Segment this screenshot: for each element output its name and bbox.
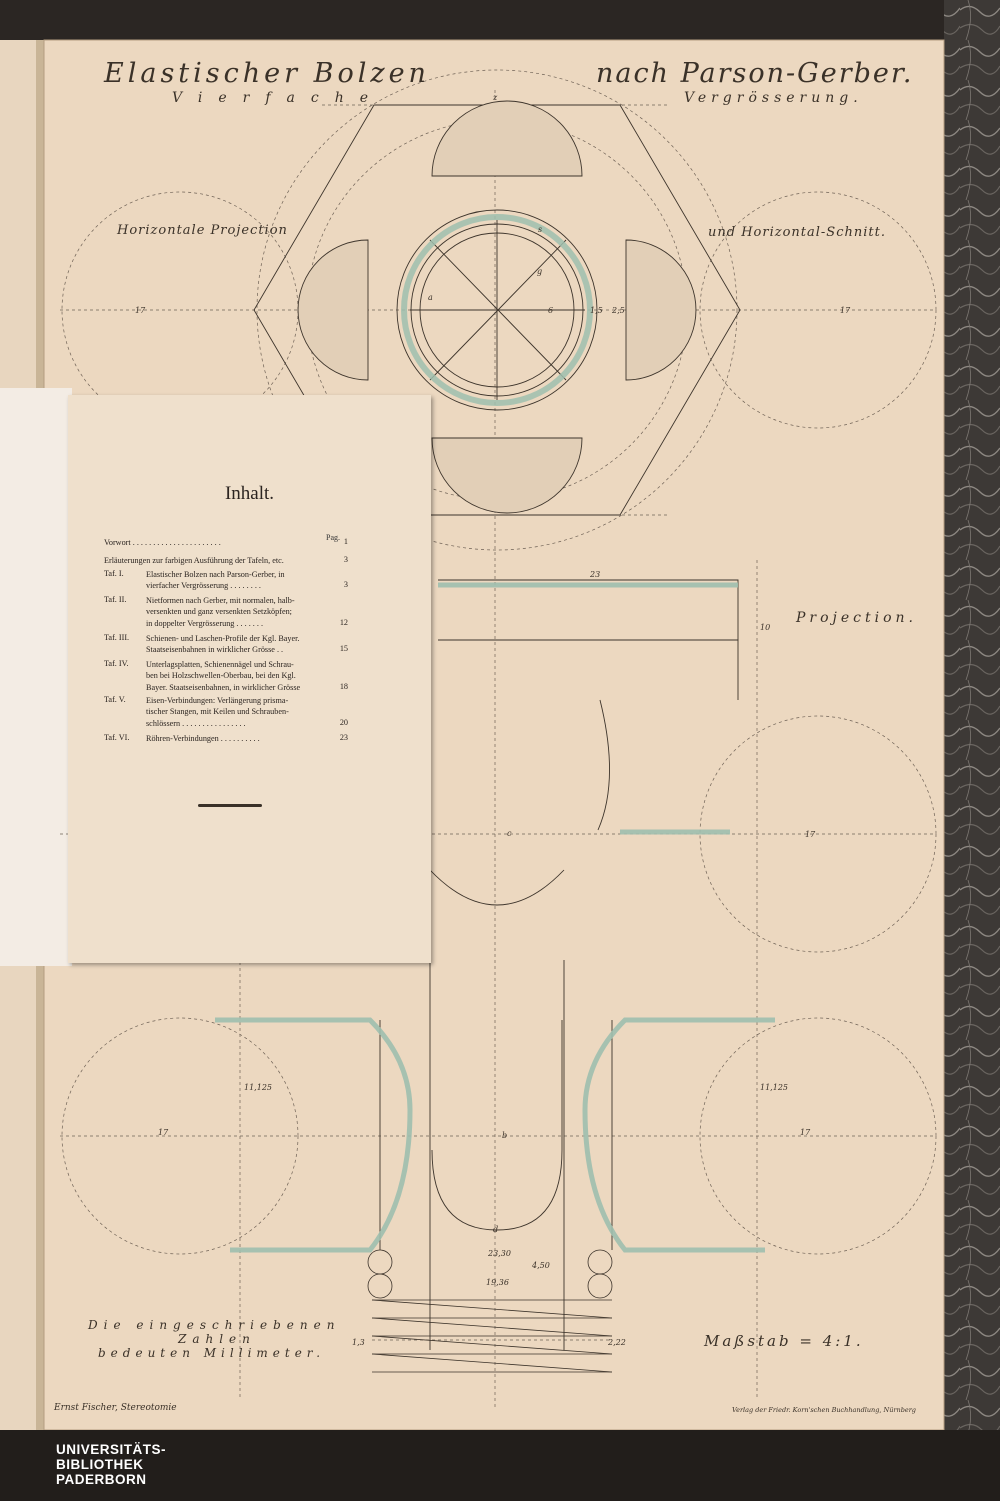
toc-entry-page: 3	[343, 580, 348, 590]
note-line-3: bedeuten Millimeter.	[98, 1346, 326, 1360]
scale-label: Maßstab = 4:1.	[704, 1332, 864, 1350]
dim-6: 6	[548, 306, 554, 315]
toc-entry-text: schlössern . . . . . . . . . . . . . . . .	[146, 718, 246, 728]
dim-17-mid: 17	[805, 830, 816, 839]
toc-entry-number: Taf. III.	[104, 633, 130, 642]
toc-entry-page: 1	[343, 537, 348, 546]
letter-c: c	[507, 829, 512, 838]
dim-1936: 19,36	[486, 1278, 509, 1287]
letter-b: b	[502, 1131, 508, 1140]
toc-entry-page: 20	[339, 717, 348, 727]
engraver-credit: Ernst Fischer, Stereotomie	[54, 1403, 177, 1413]
toc-entry-text: Röhren-Verbindungen . . . . . . . . . .	[146, 734, 260, 743]
letter-a: a	[428, 293, 433, 302]
toc-entry-text: tischer Stangen, mit Keilen und Schrauben-	[146, 707, 289, 717]
toc-entry-text: Eisen-Verbindungen: Verlängerung prisma-	[146, 696, 289, 705]
plate-subtitle-left: Vierfache	[172, 90, 384, 106]
toc-entry-number: Taf. IV.	[104, 659, 129, 668]
dim-11125-left: 11,125	[244, 1083, 272, 1092]
note-line-2: Zahlen	[178, 1332, 256, 1346]
toc-entry-text: Nietformen nach Gerber, mit normalen, halb-	[146, 596, 295, 605]
dim-15: 1,5	[590, 306, 603, 315]
footer-line-3: PADERBORN	[56, 1472, 147, 1487]
toc-entry-text: Bayer. Staatseisenbahnen, in wirklicher Grösse	[146, 682, 301, 692]
toc-entry-text: in doppelter Vergrösserung . . . . . . .	[146, 618, 264, 628]
toc-entry-page: 15	[339, 644, 348, 654]
dim-450: 4,50	[532, 1261, 550, 1270]
toc-entry-page: 3	[343, 555, 348, 564]
note-line-1: Die eingeschriebenen	[88, 1318, 341, 1332]
plate-title-left: Elastischer Bolzen	[104, 58, 430, 89]
pag-header: Pag.	[326, 533, 340, 542]
toc-entry-text: Staatseisenbahnen in wirklicher Grösse . .	[146, 645, 284, 655]
dim-222: 2,22	[608, 1338, 626, 1347]
plate-subtitle-right: Vergrösserung.	[684, 90, 863, 106]
toc-entry-text: versenkten und ganz versenkten Setzköpfen;	[146, 607, 292, 617]
dim-23: 23	[590, 570, 601, 579]
toc-entry-number: Taf. VI.	[104, 733, 130, 742]
letter-z: z	[493, 93, 498, 102]
dim-11125-right: 11,125	[760, 1083, 788, 1092]
toc-entry-page: 18	[339, 681, 348, 691]
ornament-divider	[198, 804, 262, 807]
toc-entry-number: Taf. II.	[104, 595, 127, 604]
letter-s: s	[538, 225, 543, 234]
library-footer	[0, 1430, 1000, 1501]
marbled-cover-edge	[944, 0, 1000, 1430]
caption-projection: Projection.	[796, 610, 918, 626]
toc-entry-text: Unterlagsplatten, Schienennägel und Schrau-	[146, 660, 294, 669]
left-white-sheet	[0, 388, 72, 966]
dim-25: 2,5	[612, 306, 625, 315]
dim-17-lower-left: 17	[158, 1128, 169, 1137]
toc-entry-text: Elastischer Bolzen nach Parson-Gerber, in	[146, 570, 285, 579]
dim-17-right: 17	[840, 306, 851, 315]
insert-title: Inhalt.	[224, 483, 275, 504]
letter-g: g	[537, 267, 543, 276]
footer-line-2: BIBLIOTHEK	[56, 1457, 144, 1472]
dim-17-left: 17	[135, 306, 146, 315]
dim-2330: 23,30	[488, 1249, 511, 1258]
toc-entry-text: vierfacher Vergrösserung . . . . . . . .	[146, 581, 261, 591]
toc-entry-page: 12	[339, 617, 348, 627]
letter-d: d	[493, 1225, 499, 1234]
plate-title-right: nach Parson-Gerber.	[596, 58, 914, 89]
toc-entry-number: Taf. I.	[104, 569, 124, 578]
caption-horizontal-right: und Horizontal-Schnitt.	[708, 225, 886, 240]
toc-entry-text: Schienen- und Laschen-Profile der Kgl. Bayer.	[146, 634, 300, 643]
toc-entry-text: Vorwort . . . . . . . . . . . . . . . . . . . . . .	[104, 538, 221, 547]
toc-entry-page: 23	[339, 733, 348, 742]
toc-entry-number: Taf. V.	[104, 695, 126, 704]
toc-entry-text: ben bei Holzschwellen-Oberbau, bei den Kgl.	[146, 671, 296, 681]
contents-insert-sheet	[68, 395, 431, 963]
caption-horizontal-left: Horizontale Projection	[117, 223, 288, 238]
dim-13: 1,3	[352, 1338, 365, 1347]
publisher-credit: Verlag der Friedr. Korn'schen Buchhandlung, Nürnberg	[732, 1406, 916, 1414]
dim-10: 10	[760, 623, 771, 632]
toc-entry-text: Erläuterungen zur farbigen Ausführung der Tafeln, etc.	[104, 556, 284, 565]
dim-17-lower-right: 17	[800, 1128, 811, 1137]
footer-line-1: UNIVERSITÄTS-	[56, 1442, 167, 1457]
